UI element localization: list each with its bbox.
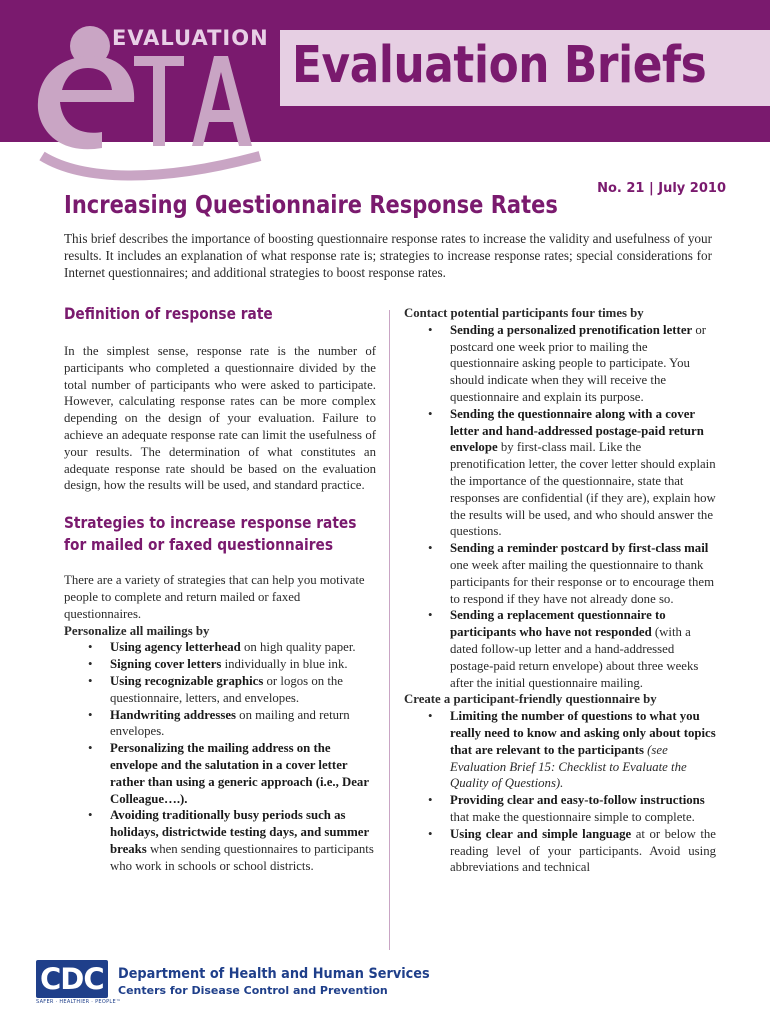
logo-letter-a: [192, 56, 252, 146]
logo-swoosh: [42, 156, 260, 176]
publication-title: Evaluation Briefs: [292, 36, 707, 95]
list-item: • Avoiding traditionally busy periods such as holidays, districtwide testing days, and summer breaks when sending questionnaires to participants who work in schools or school districts.: [64, 807, 376, 874]
list-item: • Using agency letterhead on high quality paper.: [64, 639, 376, 656]
list-item: • Sending a replacement questionnaire to participants who have not responded (with a dated follow-up letter and a hand-addressed postage-paid return envelope) about three weeks after the initial questionnaire mailing.: [404, 607, 716, 691]
contact-lead: Contact potential participants four times by: [404, 306, 644, 320]
department-name: Department of Health and Human Services: [118, 966, 430, 982]
personalize-lead: Personalize all mailings by: [64, 623, 210, 638]
create-lead: Create a participant-friendly questionnaire by: [404, 692, 657, 707]
centers-name: Centers for Disease Control and Prevention: [118, 984, 388, 997]
logo-letter-t: [134, 56, 184, 146]
list-item: • Sending a personalized prenotification letter or postcard one week prior to mailing the questionnaire asking people to participate. You should indicate when they will receive the questionnaire and explain its purpose.: [404, 322, 716, 406]
strategies-paragraph: There are a variety of strategies that can help you motivate people to complete and return mailed or faxed questionnaires.: [64, 573, 365, 621]
issue-number: No. 21 | July 2010: [597, 181, 726, 196]
list-item: • Sending a reminder postcard by first-class mail one week after mailing the questionnaire to thank participants for their response or to encourage them to respond if they have not already done so.: [404, 540, 716, 607]
right-column: [404, 305, 716, 876]
personalize-list: [64, 639, 376, 874]
footer: [36, 960, 756, 1010]
list-item: • Using clear and simple language at or below the reading level of your participants. Avoid using abbreviations and technical: [404, 826, 716, 876]
list-item: • Limiting the number of questions to what you really need to know and asking only about topics that are relevant to the participants (see Evaluation Brief 15: Checklist to Evaluate the Quality of Questions).: [404, 708, 716, 792]
logo-evaluation-word: EVALUATION: [112, 26, 269, 50]
list-item: • Using recognizable graphics or logos on the questionnaire, letters, and envelopes.: [64, 673, 376, 707]
list-item: • Handwriting addresses on mailing and return envelopes.: [64, 707, 376, 741]
contact-list: [404, 322, 716, 692]
column-divider: [389, 310, 390, 950]
create-list: [404, 708, 716, 876]
intro-paragraph: This brief describes the importance of boosting questionnaire response rates to increase the validity and usefulness of your results. It includes an explanation of what response rate is; strategies to increase response rates; special considerations for Internet questionnaires; and additional strategies to boost response rates.: [64, 231, 712, 280]
list-item: • Personalizing the mailing address on the envelope and the salutation in a cover letter rather than using a generic approach (i.e., Dear Colleague….).: [64, 740, 376, 807]
list-item: • Sending the questionnaire along with a cover letter and hand-addressed postage-paid return envelope by first-class mail. Like the prenotification letter, the cover letter should explain the importance of the questionnaire, state that responses are confidential (if they are), explain how the results will be used, and who should answer the questions.: [404, 406, 716, 540]
cdc-tagline: SAFER · HEALTHIER · PEOPLE™: [36, 999, 122, 1005]
section-heading-strategies: Strategies to increase response rates for mailed or faxed questionnaires: [64, 513, 357, 555]
cdc-logo-letters: CDC: [40, 962, 104, 996]
list-item: • Providing clear and easy-to-follow instructions that make the questionnaire simple to complete.: [404, 792, 716, 826]
left-column: [64, 303, 376, 875]
section-heading-definition: Definition of response rate: [64, 304, 273, 323]
list-item: • Signing cover letters individually in blue ink.: [64, 656, 376, 673]
definition-paragraph: In the simplest sense, response rate is the number of participants who completed a questionnaire divided by the total number of participants who were asked to participate. However, calculating response rates can be more complex depending on the design of your evaluation. Failure to achieve an adequate response rate can limit the usefulness of your results. The determination of what constitutes an adequate response rate should be based on the evaluation design, how the results will be used, and standard practice.: [64, 344, 376, 493]
cdc-logo: [36, 960, 122, 1005]
logo-e-shape: [38, 56, 134, 149]
page-title: Increasing Questionnaire Response Rates: [64, 190, 558, 219]
